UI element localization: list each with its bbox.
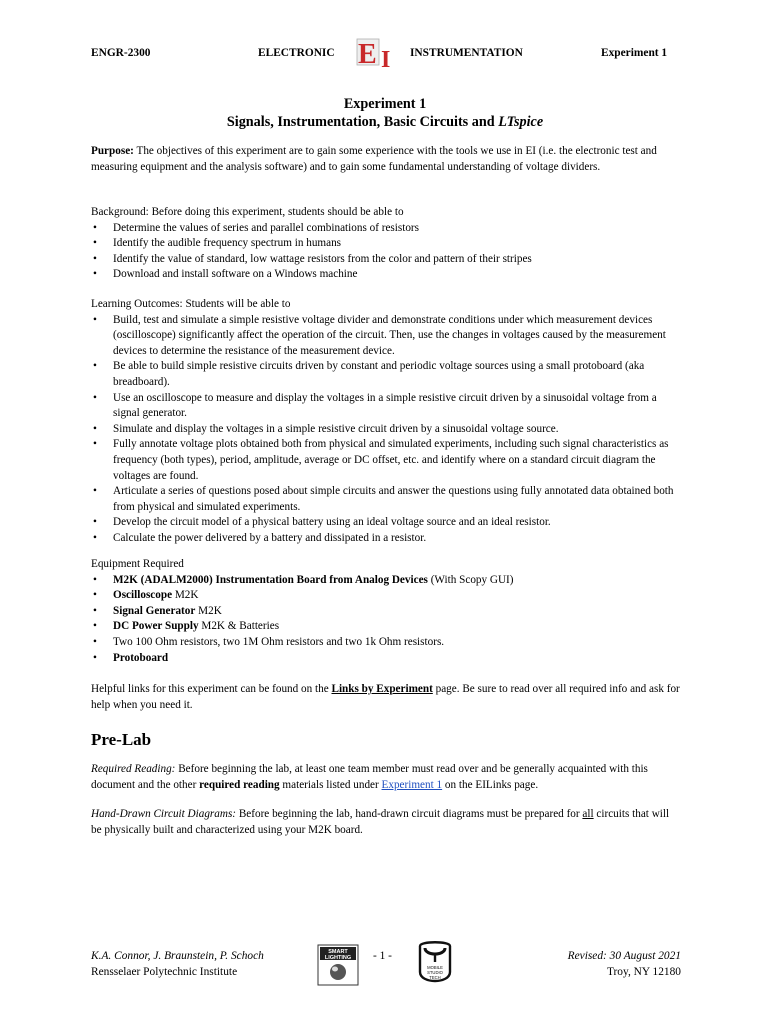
list-item: • Develop the circuit model of a physical battery using an ideal voltage source and an ideal resistor.	[91, 515, 681, 531]
list-item: • Calculate the power delivered by a battery and dissipated in a resistor.	[91, 531, 681, 547]
header-experiment: Experiment 1	[601, 47, 668, 59]
purpose-label: Purpose:	[91, 145, 134, 157]
smart-lighting-logo-icon	[317, 944, 359, 986]
page-title: Experiment 1	[343, 96, 427, 112]
list-item: • Be able to build simple resistive circuits driven by constant and periodic voltage sources using a small protoboard (aka breadboard).	[91, 359, 681, 390]
svg-text:SMART: SMART	[328, 949, 348, 955]
svg-text:TECH: TECH	[429, 975, 441, 980]
page-number: - 1 -	[373, 950, 392, 962]
header-course: ENGR-2300	[91, 47, 151, 59]
list-item: • Protoboard	[91, 651, 681, 667]
footer-authors: K.A. Connor, J. Braunstein, P. Schoch	[91, 950, 264, 962]
required-reading-paragraph: Required Reading: Before beginning the lab, at least one team member must read over and be generally acquainted with this document and the other required reading materials listed under Experiment 1 on the EILinks page.	[91, 763, 648, 791]
list-item: • Build, test and simulate a simple resistive voltage divider and demonstrate conditions under which measurement devices (oscilloscope) significantly affect the operation of the circuit. Then, use the changes in voltages caused by the measurement devices to determine the resistance of the measurement device.	[91, 313, 681, 360]
purpose-paragraph: Purpose: The objectives of this experiment are to gain some experience with the tools we use in EI (i.e. the electronic test and measuring equipment and the analysis software) and to gain some fundamental understanding of voltage dividers.	[91, 145, 657, 173]
prelab-heading: Pre-Lab	[91, 730, 152, 749]
list-item: • DC Power Supply M2K & Batteries	[91, 619, 681, 635]
footer-location: Troy, NY 12180	[606, 966, 681, 978]
equipment-list	[91, 573, 681, 667]
list-item: • M2K (ADALM2000) Instrumentation Board from Analog Devices (With Scopy GUI)	[91, 573, 681, 589]
list-item: • Signal Generator M2K	[91, 604, 681, 620]
equipment-heading: Equipment Required	[91, 558, 184, 570]
footer-revised: Revised: 30 August 2021	[567, 950, 681, 962]
circuit-diagrams-paragraph: Hand-Drawn Circuit Diagrams: Before beginning the lab, hand-drawn circuit diagrams must be prepared for all circuits that will be physically built and characterized using your M2K board.	[91, 808, 670, 836]
experiment-1-link[interactable]: Experiment 1	[381, 778, 443, 791]
outcomes-list	[91, 313, 681, 547]
list-item: • Simulate and display the voltages in a simple resistive circuit driven by a sinusoidal voltage source.	[91, 422, 681, 438]
equipment-section	[91, 557, 681, 666]
outcomes-heading: Learning Outcomes: Students will be able to	[91, 298, 291, 310]
list-item: • Download and install software on a Windows machine	[91, 267, 681, 283]
header-left-word: ELECTRONIC	[258, 47, 335, 59]
header-right-word: INSTRUMENTATION	[410, 47, 523, 59]
svg-text:MOBILE: MOBILE	[427, 965, 443, 970]
links-by-experiment-link[interactable]: Links by Experiment	[331, 683, 433, 695]
svg-text:I: I	[381, 47, 391, 68]
background-list	[91, 221, 681, 283]
background-heading: Background: Before doing this experiment, students should be able to	[91, 206, 404, 218]
list-item: • Identify the audible frequency spectrum in humans	[91, 236, 681, 252]
list-item: • Articulate a series of questions posed about simple circuits and answer the questions using fully annotated data obtained both from physical and simulated experiments.	[91, 484, 681, 515]
list-item: • Use an oscilloscope to measure and display the voltages in a simple resistive circuit driven by a sinusoidal voltage from a signal generator.	[91, 391, 681, 422]
list-item: • Determine the values of series and parallel combinations of resistors	[91, 221, 681, 237]
footer-institution: Rensselaer Polytechnic Institute	[91, 966, 238, 978]
helpful-links-paragraph: Helpful links for this experiment can be found on the Links by Experiment page. Be sure to read over all required info and ask for help when you need it.	[91, 683, 680, 711]
list-item: • Two 100 Ohm resistors, two 1M Ohm resistors and two 1k Ohm resistors.	[91, 635, 681, 651]
svg-text:STUDIO: STUDIO	[427, 970, 443, 975]
list-item: • Oscilloscope M2K	[91, 588, 681, 604]
list-item: • Identify the value of standard, low wattage resistors from the color and pattern of their stripes	[91, 252, 681, 268]
outcomes-section	[91, 297, 681, 547]
background-section	[91, 205, 681, 283]
list-item: • Fully annotate voltage plots obtained both from physical and simulated experiments, including such signal characteristics as frequency (both types), period, amplitude, average or DC offset, etc. and identify where on a standard circuit diagram the voltages are found.	[91, 437, 681, 484]
mobile-studio-logo-icon	[414, 940, 456, 990]
svg-text:E: E	[358, 39, 377, 68]
svg-text:LIGHTING: LIGHTING	[324, 955, 352, 961]
ei-logo-icon	[356, 38, 396, 68]
page-subtitle: Signals, Instrumentation, Basic Circuits and LTspice	[226, 114, 544, 130]
